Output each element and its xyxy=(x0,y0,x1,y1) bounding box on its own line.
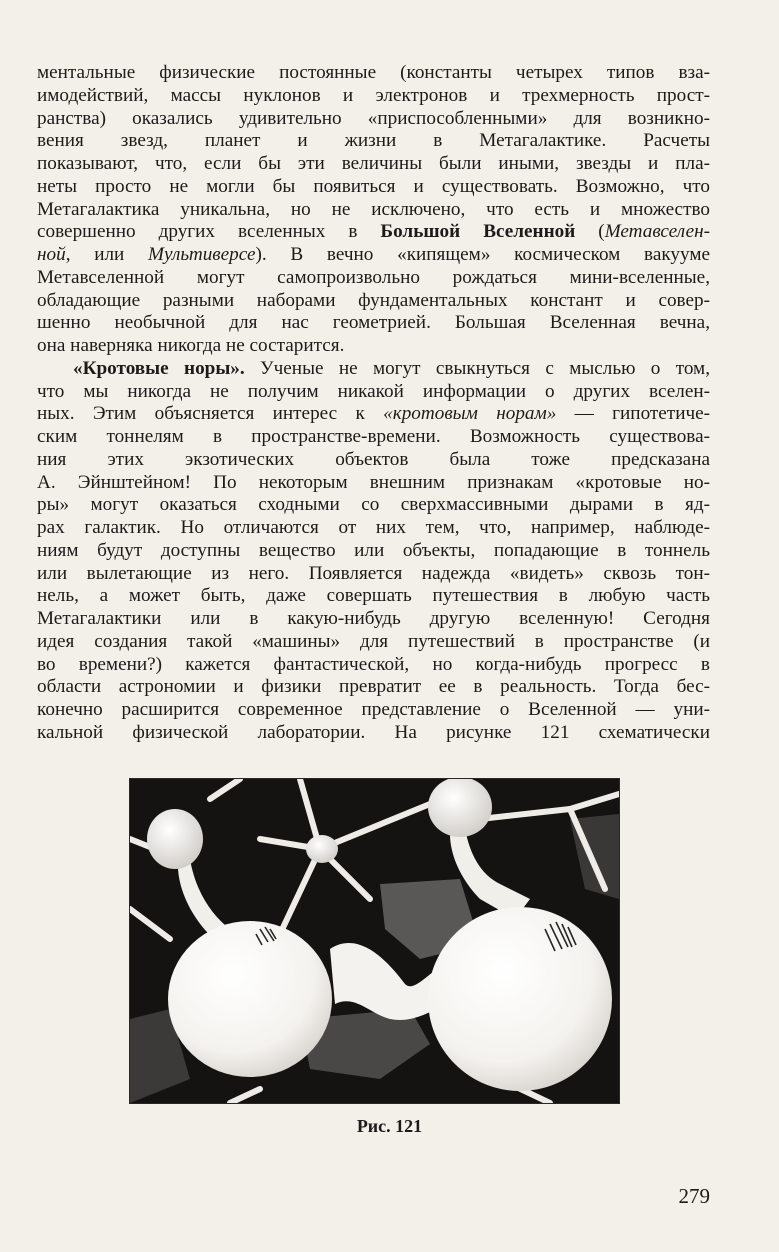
text-run: обладающие разными наборами фундаментальных констант и совер- xyxy=(37,289,710,311)
text-line xyxy=(37,517,710,540)
text-line xyxy=(37,494,710,517)
text-line xyxy=(37,699,710,722)
text-line xyxy=(37,176,710,199)
text-run: области астрономии и физики превратит ее в реальность. Тогда бес- xyxy=(37,676,710,698)
text-line xyxy=(37,153,710,176)
text-line xyxy=(37,358,710,381)
text-run: ния этих экзотических объектов была тоже предсказана xyxy=(37,448,710,470)
text-line xyxy=(37,631,710,654)
text-run: , или xyxy=(65,244,149,265)
text-run: во времени?) кажется фантастической, но когда-нибудь прогресс в xyxy=(37,653,710,675)
text-line xyxy=(37,608,710,631)
text-run: ментальные физические постоянные (константы четырех типов вза- xyxy=(37,62,710,83)
text-run: ры» могут оказаться сходными со сверхмассивными дырами в яд- xyxy=(37,494,710,516)
text-line xyxy=(37,85,710,108)
text-line xyxy=(37,62,710,85)
text-line xyxy=(37,290,710,313)
junction-node xyxy=(306,835,338,863)
text-run: конечно расширится современное представление о Вселенной — уни- xyxy=(37,699,710,720)
text-run: ных. Этим объясняется интерес к xyxy=(37,403,384,425)
left-universe-bubble xyxy=(168,921,332,1077)
text-line xyxy=(37,472,710,495)
text-line xyxy=(37,244,710,267)
text-line xyxy=(37,563,710,586)
small-universe-bubble-left xyxy=(147,809,203,869)
text-run: вения звезд, планет и жизни в Метагалактике. Расчеты xyxy=(37,130,710,152)
figure-121-wormholes-illustration xyxy=(129,778,620,1104)
text-run: совершенно других вселенных в xyxy=(37,221,381,243)
text-line xyxy=(37,312,710,335)
text-run: Метагалактики или в какую-нибудь другую вселенную! Сегодня xyxy=(37,608,710,629)
italic-term: Мультиверсе xyxy=(148,244,256,265)
text-line xyxy=(37,199,710,222)
italic-term: «кротовым норам» xyxy=(383,403,557,425)
figure-caption: Рис. 121 xyxy=(356,1116,423,1136)
text-run: ским тоннелям в пространстве-времени. Возможность существова- xyxy=(37,426,710,447)
text-run: она наверняка никогда не состарится. xyxy=(37,335,345,356)
wormhole-universes-drawing xyxy=(130,779,619,1103)
small-universe-bubble-right xyxy=(428,779,492,837)
text-run: Ученые не могут свыкнуться с мыслью о том, xyxy=(244,357,710,379)
bold-term: Большой Вселенной xyxy=(380,221,576,243)
text-run: идея создания такой «машины» для путешествий в пространстве (и xyxy=(37,630,710,652)
text-line xyxy=(37,335,710,358)
text-line xyxy=(37,221,710,244)
text-run: имодействий, массы нуклонов и электронов и трехмерность прост- xyxy=(37,84,710,106)
text-run: или вылетающие из него. Появляется надежда «видеть» сквозь тон- xyxy=(37,562,710,584)
italic-term: ной xyxy=(37,244,66,265)
text-run: Метавселенной могут самопроизвольно рождаться мини-вселенные, xyxy=(37,266,710,288)
text-run: рах галактик. Но отличаются от них тем, что, например, наблюде- xyxy=(37,517,710,538)
right-universe-bubble xyxy=(428,907,612,1091)
italic-term: Метавселен- xyxy=(604,221,710,243)
text-run: ). В вечно «кипящем» космическом вакууме xyxy=(255,244,710,265)
text-run: ниям будут доступны вещество или объекты, попадающие в тоннель xyxy=(37,539,710,561)
text-run: кальной физической лаборатории. На рисунке 121 схематически xyxy=(37,721,710,743)
text-line xyxy=(37,403,710,426)
body-text xyxy=(37,62,710,745)
text-run: неты просто не могли бы появиться и существовать. Возможно, что xyxy=(37,175,710,197)
text-run: что мы никогда не получим никакой информации о других вселен- xyxy=(37,380,710,402)
text-line xyxy=(37,540,710,563)
text-line xyxy=(37,722,710,745)
text-line xyxy=(37,585,710,608)
page-number: 279 xyxy=(678,1184,710,1208)
text-run: Метагалактика уникальна, но не исключено, что есть и множество xyxy=(37,198,710,220)
text-line xyxy=(37,676,710,699)
text-run: ( xyxy=(575,221,605,243)
text-line xyxy=(37,108,710,131)
text-line xyxy=(37,130,710,153)
text-run: А. Эйнштейном! По некоторым внешним признакам «кротовые но- xyxy=(37,471,710,493)
text-line xyxy=(37,426,710,449)
text-run: — гипотетиче- xyxy=(556,403,710,425)
text-line xyxy=(37,449,710,472)
text-run: шенно необычной для нас геометрией. Большая Вселенная вечна, xyxy=(37,312,710,334)
text-line xyxy=(37,267,710,290)
text-run: показывают, что, если бы эти величины были иными, звезды и пла- xyxy=(37,153,710,174)
text-line xyxy=(37,654,710,677)
text-line xyxy=(37,381,710,404)
text-run: нель, а может быть, даже совершать путешествия в любую часть xyxy=(37,585,710,607)
bold-term: «Кротовые норы». xyxy=(73,357,245,379)
text-run: ранства) оказались удивительно «приспособленными» для возникно- xyxy=(37,107,710,129)
